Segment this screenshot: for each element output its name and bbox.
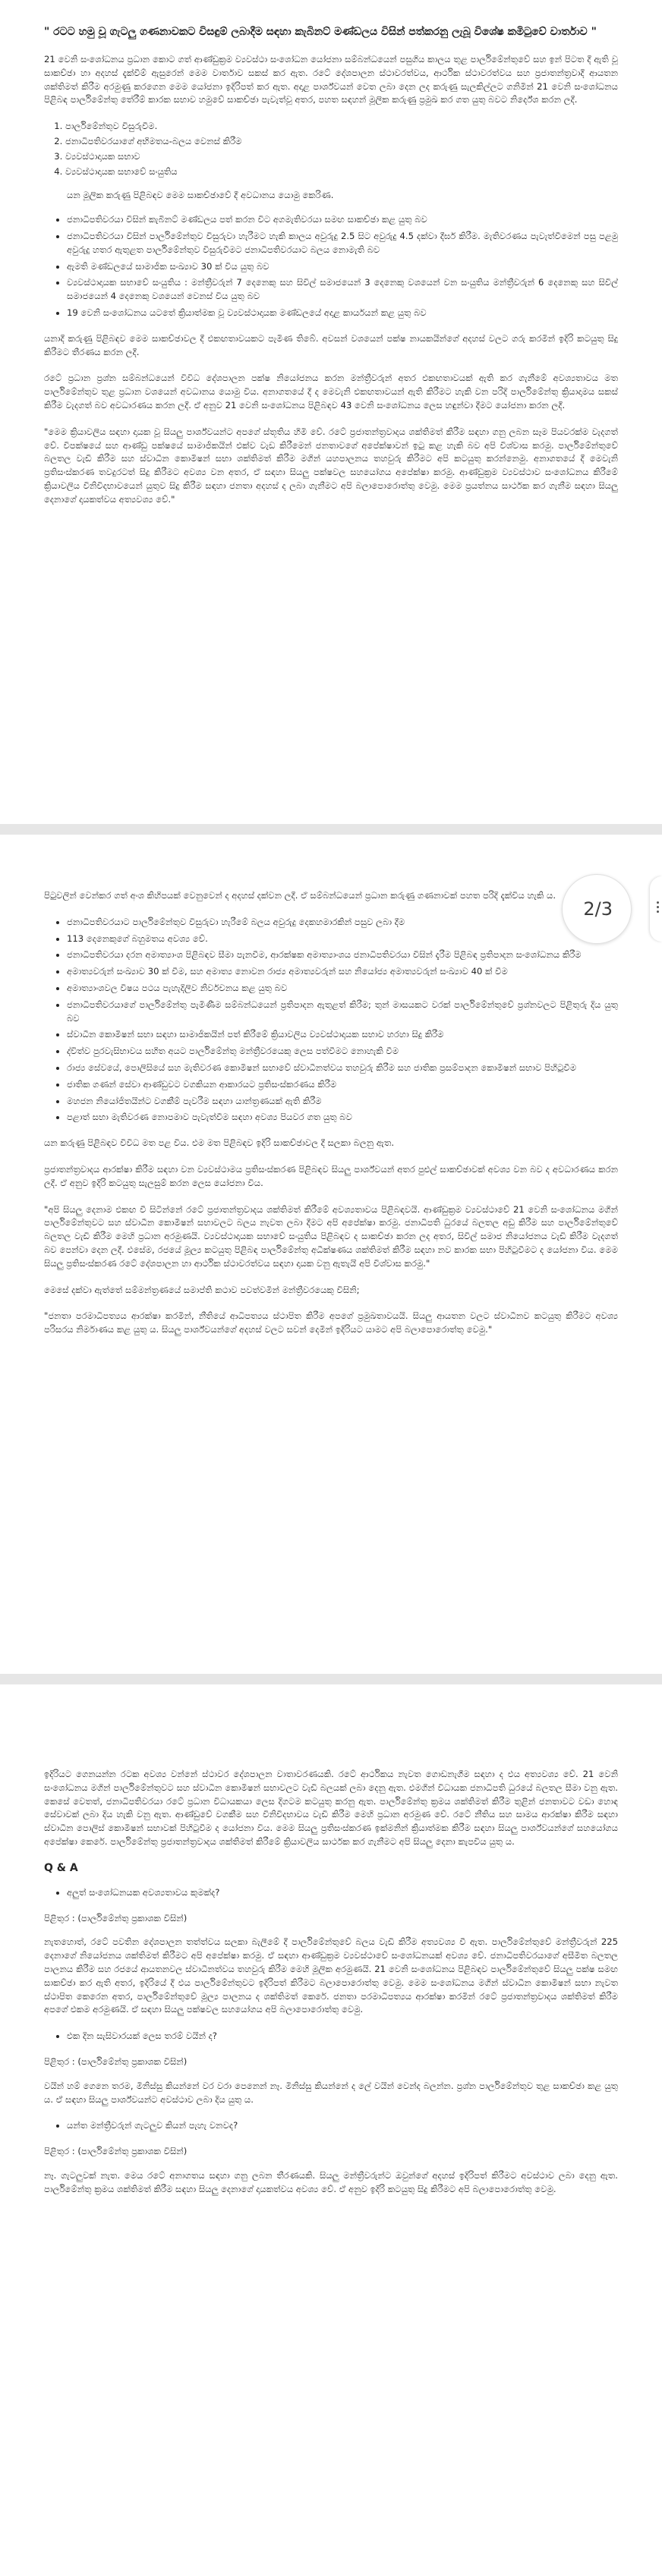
bullet-list — [44, 213, 618, 320]
list-item: • පළාත් සභා මැතිවරණ නොපමාව පැවැත්වීම සඳහා අවශ්‍ය පියවර ගත යුතු බව — [67, 1111, 618, 1124]
paragraph: පිටුවලින් වෙන්කර ගත් අංශ කිහිපයක් වෙනුවෙන් ද අදහස් දක්වන ලදී. ඒ සම්බන්ධයෙන් ප්‍රධාන කරුණු ගණනාවක් පහත පරිදි දැක්විය හැකි ය. — [44, 890, 556, 901]
question-list — [44, 1886, 618, 1900]
page-indicator-label: 2/3 — [583, 898, 613, 920]
answer-label: පිළිතුර : (පාර්ලිමේන්තු ප්‍රකාශක විසින්) — [44, 2146, 188, 2157]
document-page-1 — [0, 0, 662, 824]
page-indicator — [562, 874, 632, 944]
numbered-list — [44, 120, 618, 178]
question-list — [44, 2030, 618, 2043]
list-item: • ස්වාධීන කොමිෂන් සභා සඳහා සාමාජිකයින් පත් කිරීමේ ක්‍රියාවලිය ව්‍යවස්ථාදායක සභාව හරහා සිදු කිරීම — [67, 1028, 618, 1042]
list-item: • ව්‍යවස්ථාදායක සභාවේ සංයුතිය : මන්ත්‍රීවරුන් 7 දෙනෙකු සහ සිවිල් සමාජයෙන් 3 දෙනෙකු වශයෙන් වන සංයුතිය මන්ත්‍රීවරුන් 6 දෙනෙකු සහ සිවිල් සමාජයෙන් 4 දෙනෙකු වශයෙන් වෙනස් විය යුතු බව — [67, 276, 618, 304]
list-item: • ජනාධිපතිවරයා විසින් කැබිනට් මණ්ඩලය පත් කරන විට අගමැතිවරයා සමඟ සාකච්ඡා කළ යුතු බව — [67, 213, 618, 227]
list-item: • රාජ්‍ය සේවයේ, පොලිසියේ සහ මැතිවරණ කොමිෂන් සභාවේ ස්වාධීනත්වය තහවුරු කිරීම සහ ජාතික ප්‍රසම්පාදන කොමිෂන් සභාව පිහිටුවීම — [67, 1062, 618, 1075]
paragraph: මෙසේ දක්වා ඇත්තේ සම්මන්ත්‍රණයේ සමාප්ති කථාව පවත්වමින් මන්ත්‍රීවරයෙකු විසිනි; — [44, 1284, 360, 1295]
list-item: • 113 දෙනෙකුගේ බහුමතය අවශ්‍ය වේ. — [67, 933, 618, 946]
bullet-list — [44, 916, 618, 1124]
answer-paragraph: නෑ. ගැටලුවක් නැත. මෙය රටේ අනාගතය සඳහා ගනු ලබන තීරණයකි. සියලු මන්ත්‍රීවරුන්ට ඔවුන්ගේ අදහස් ඉදිරිපත් කිරීමට අවස්ථාව ලබා දෙනු ඇත. පාර්ලිමේන්තු ක්‍රමය ශක්තිමත් කිරීම සඳහා සියලු දෙනාගේ දායකත්වය අවශ්‍ය වේ. ඒ අනුව ඉදිරි කටයුතු සිදු කිරීමට අපි බලාපොරොත්තු වෙමු. — [44, 2169, 618, 2194]
qa-heading: Q & A — [44, 1861, 78, 1874]
quote-paragraph: "මෙම ක්‍රියාවලිය සඳහා දායක වූ සියලු පාර්ශ්වයන්ට අපගේ ස්තූතිය හිමි වේ. රටේ ප්‍රජාතන්ත්‍රවාදය ශක්තිමත් කිරීම සඳහා ගනු ලබන සෑම පියවරක්ම වැදගත් වේ. විපක්ෂයේ සහ ආණ්ඩු පක්ෂයේ සාමාජිකයින් එක්ව වැඩ කිරීමෙන් ජනතාවගේ අපේක්ෂාවන් ඉටු කළ හැකි බව අපි විශ්වාස කරමු. පාර්ලිමේන්තුවේ බලතල වැඩි කිරීම සහ ස්වාධීන කොමිෂන් සභා ශක්තිමත් කිරීම මගින් යහපාලනය තහවුරු කිරීමට අපි කටයුතු කරන්නෙමු. අනාගතයේ දී මෙවැනි ප්‍රතිසංස්කරණ තවදුරටත් සිදු කිරීමට අවශ්‍ය වන අතර, ඒ සඳහා සියලු පක්ෂවල සහයෝගය අපේක්ෂා කරමු. ආණ්ඩුක්‍රම ව්‍යවස්ථාව සංශෝධනය කිරීමේ ක්‍රියාවලිය විනිවිදභාවයෙන් යුතුව සිදු කිරීම සඳහා ජනතා අදහස් ද ලබා ගැනීමට අපි බලාපොරොත්තු වෙමු. මෙම ප්‍රයත්නය සාර්ථක කර ගැනීම සඳහා සියලු දෙනාගේ දායකත්වය අත්‍යවශ්‍ය වේ." — [44, 426, 618, 505]
paragraph: යන කරුණු පිළිබඳව විවිධ මත පළ විය. එම මත පිළිබඳව ඉදිරි සාකච්ඡාවල දී සලකා බලනු ඇත. — [44, 1137, 395, 1149]
list-item: • ජනාධිපතිවරයා දරන අමාත්‍යාංශ පිළිබඳව සීමා පැනවීම, ආරක්ෂක අමාත්‍යාංශය ජනාධිපතිවරයා විසින් දැරීම පිළිබඳ ප්‍රතිපාදන සංශෝධනය කිරීම — [67, 948, 618, 962]
quote-paragraph: "අපි සියලු දෙනාම එකඟ වී සිටින්නේ රටේ ප්‍රජාතන්ත්‍රවාදය ශක්තිමත් කිරීමේ අවශ්‍යතාවය පිළිබඳවයි. ආණ්ඩුක්‍රම ව්‍යවස්ථාවේ 21 වෙනි සංශෝධනය මගින් පාර්ලිමේන්තුවට සහ ස්වාධීන කොමිෂන් සභාවලට බලය නැවත ලබා දීමට අපි අපේක්ෂා කරමු. ජනාධිපති ධුරයේ බලතල අඩු කිරීම සහ පාර්ලිමේන්තුවේ බලතල වැඩි කිරීම මෙහි ප්‍රධාන අරමුණයි. ව්‍යවස්ථාදායක සභාවේ සංයුතිය පිළිබඳව ද සාකච්ඡා කරන ලද අතර, සිවිල් සමාජ නියෝජනය වැඩි කිරීම වැදගත් බව පෙන්වා දෙන ලදී. එසේම, රජයේ මූල්‍ය කටයුතු පිළිබඳ පාර්ලිමේන්තු අධීක්ෂණය ශක්තිමත් කිරීම සඳහා නව කාරක සභා පිහිටුවීමට ද යෝජනා විය. මෙම සියලු ප්‍රතිසංස්කරණ රටේ දේශපාලන හා ආර්ථික ස්ථාවරත්වය සඳහා දායක වනු ඇතැයි අපි විශ්වාස කරමු." — [44, 1203, 618, 1269]
list-item: • මහජන නියෝජිතයින්ට වගකීම් පැවරීම සඳහා යාන්ත්‍රණයක් ඇති කිරීම — [67, 1095, 618, 1109]
list-item: 2. ජනාධිපතිවරයාගේ අභිමතය-බලය වෙනස් කිරීම — [65, 135, 618, 149]
list-item: • ජනාධිපතිවරයා විසින් පාර්ලිමේන්තුව විසුරුවා හැරීමට හැකි කාලය අවුරුදු 2.5 සිට අවුරුදු 4.5 දක්වා දීර්ඝ කිරීම. මැතිවරණය පැවැත්වීමෙන් පසු පළමු අවුරුදු හතර ඇතුළත පාර්ලිමේන්තුව විසුරුවීමට ජනාධිපතිවරයාට බලය නොමැති බව — [67, 230, 618, 257]
paragraph: ප්‍රජාතන්ත්‍රවාදය ආරක්ෂා කිරීම සඳහා වන ව්‍යවස්ථාමය ප්‍රතිසංස්කරණ පිළිබඳව සියලු පාර්ශ්වයන් අතර පුළුල් සාකච්ඡාවක් අවශ්‍ය වන බව ද අවධාරණය කරන ලදී. ඒ අනුව ඉදිරි කටයුතු සැලසුම් කරන ලෙස යෝජනා විය. — [44, 1163, 618, 1188]
list-item: • ජාතික ගණන් සේවා ආණ්ඩුවට වගකියන ආකාරයට ප්‍රතිසංස්කරණය කිරීම — [67, 1078, 618, 1092]
paragraph: ඉදිරියට ගෙනයන්න රටක අවශ්‍ය වන්නේ ස්ථාවර දේශපාලන වාතාවරණයකි. රටේ ආර්ථිකය නැවත ගොඩනැගීම සඳහා ද එය අත්‍යවශ්‍ය වේ. 21 වෙනි සංශෝධනය මගින් පාර්ලිමේන්තුවට සහ ස්වාධීන කොමිෂන් සභාවලට වැඩි බලයක් ලබා දෙනු ඇත. එමගින් විධායක ජනාධිපති ධුරයේ බලතල සීමා වනු ඇත. කෙසේ වෙතත්, ජනාධිපතිවරයා රටේ ප්‍රධාන විධායකයා ලෙස දිගටම කටයුතු කරනු ඇත. පාර්ලිමේන්තු ක්‍රමය ශක්තිමත් කිරීම තුළින් ජනතාවට වඩා හොඳ සේවාවක් ලබා දිය හැකි වනු ඇත. ආණ්ඩුවේ වගකීම සහ විනිවිදභාවය වැඩි කිරීම මෙහි ප්‍රධාන අරමුණ වේ. රටේ නීතිය සහ සාමය ආරක්ෂා කිරීම සඳහා ස්වාධීන පොලිස් කොමිෂන් සභාවක් පිහිටුවීම ද යෝජනා විය. මෙම සියලු ප්‍රතිසංස්කරණ ඉක්මනින් ක්‍රියාත්මක කිරීම සඳහා සියලු පාර්ශ්වයන්ගේ සහයෝගය අපේක්ෂා කෙරේ. පාර්ලිමේන්තු ප්‍රජාතන්ත්‍රවාදය ශක්තිමත් කිරීමේ ක්‍රියාවලිය සාර්ථක කර ගැනීමට අපි සියලු දෙනා කැපවිය යුතු ය. — [44, 1769, 618, 1847]
question: • එක දින සැසිවාරයක් ලෙස තරම් වයින් ද? — [67, 2030, 618, 2043]
list-item: • ද්විත්ව පුරවැසිභාවය සහිත අයට පාර්ලිමේන්තු මන්ත්‍රීවරයෙකු ලෙස පත්වීමට නොහැකි වීම — [67, 1045, 618, 1058]
paragraph: යනාදී කරුණු පිළිබඳව මෙම සාකච්ඡාවල දී එකඟතාවයකට පැමිණ තිබේ. අවසන් වශයෙන් පක්ෂ නායකයින්ගේ අදහස් වලට ගරු කරමින් ඉදිරි කටයුතු සිදු කිරීමට තීරණය කරන ලදී. — [44, 332, 618, 357]
list-item: • ඇමති මණ්ඩලයේ සාමාජික සංඛ්‍යාව 30 ක් විය යුතු බව — [67, 260, 618, 274]
answer-label: පිළිතුර : (පාර්ලිමේන්තු ප්‍රකාශක විසින්) — [44, 2055, 188, 2067]
list-item: • අමාත්‍යවරුන් සංඛ්‍යාව 30 ක් වීම, සහ අමාත්‍ය නොවන රාජ්‍ය අමාත්‍යවරුන් සහ නියෝජ්‍ය අමාත්‍යවරුන් සංඛ්‍යාව 40 ක් වීම — [67, 965, 618, 979]
list-item: 1. පාර්ලිමේන්තුව විසුරුවීම. — [65, 120, 618, 134]
list-item: 3. ව්‍යවස්ථාදායක සභාව — [65, 150, 618, 164]
list-item: • ජනාධිපතිවරයාට පාර්ලිමේන්තුව විසුරුවා හැරීමේ බලය අවුරුදු දෙකහමාරකින් පසුව ලබා දීම — [67, 916, 618, 929]
more-options-icon[interactable] — [657, 901, 659, 913]
answer-paragraph: වයින් හම් ගෙනෙ තරම, මිනිස්සු කියන්නේ වර වරා පෙනෙන් නෑ. මිනිස්සු කියන්නේ ද ලේ වයින් වෙන්ද බලන්න. ප්‍රශ්න පාර්ලිමේන්තුව තුළ සාකච්ඡා කළ යුතු ය. ඒ සඳහා සියලු පාර්ශ්වයන්ට අවස්ථාව ලබා දිය යුතු ය. — [44, 2080, 618, 2105]
list-item: • අමාත්‍යාංශවල විෂය පථය පැහැදිලිව නිර්වචනය කළ යුතු බව — [67, 982, 618, 995]
side-panel-handle[interactable] — [650, 876, 662, 942]
list-item: 4. ව්‍යවස්ථාදායක සභාවේ සංයුතිය — [65, 165, 618, 179]
paragraph: රටේ ප්‍රධාන ප්‍රශ්න සම්බන්ධයෙන් විවිධ දේශපාලන පක්ෂ නියෝජනය කරන මන්ත්‍රීවරුන් අතර එකඟතාවයක් ඇති කර ගැනීමේ අවශ්‍යතාවය මත පාර්ලිමේන්තුව තුළ ප්‍රධාන වශයෙන් අවධානය යොමු විය. අනාගතයේ දී ද මෙවැනි එකඟතාවයන් ඇති කිරීමට හැකි වන පරිදි පාර්ලිමේන්තු ක්‍රියාදාමය සකස් කිරීම වැදගත් බව අවධාරණය කරන ලදී. ඒ අනුව 21 වෙනි සංශෝධනය පිළිබඳව 43 වෙනි සංශෝධනය ලෙස හඳුන්වා දීමට යෝජනා කරන ලදී. — [44, 373, 618, 410]
question: • අලුත් සංශෝධනයක අවශ්‍යතාවය කුමක්ද? — [67, 1886, 618, 1900]
answer-label: පිළිතුර : (පාර්ලිමේන්තු ප්‍රකාශක විසින්) — [44, 1912, 188, 1923]
paragraph: යන මූලික කරුණු පිළිබඳව මෙම සාකච්ඡාවේ දී අවධානය යොමු කෙරිණ. — [67, 190, 334, 201]
answer-paragraph: නැතහොත්, රටේ පවතින දේශපාලන තත්ත්වය සලකා බැලීමේ දී පාර්ලිමේන්තුවේ බලය වැඩි කිරීම අත්‍යවශ්‍ය වී ඇත. පාර්ලිමේන්තුවේ මන්ත්‍රීවරුන් 225 දෙනාගේ නියෝජනය ශක්තිමත් කිරීමට අපි අපේක්ෂා කරමු. ඒ සඳහා ආණ්ඩුක්‍රම ව්‍යවස්ථාවේ සංශෝධනයක් අවශ්‍ය වේ. ජනාධිපතිවරයාගේ අසීමිත බලතල පාලනය කිරීම සහ රජයේ ආයතනවල ස්වාධීනත්වය තහවුරු කිරීම මෙහි මූලික අරමුණයි. 21 වෙනි සංශෝධනය පිළිබඳව පාර්ලිමේන්තුවේ සියලු පක්ෂ සමඟ සාකච්ඡා කර ඇති අතර, ඉදිරියේ දී එය පාර්ලිමේන්තුවට ඉදිරිපත් කිරීමට බලාපොරොත්තු වෙමු. මෙම සංශෝධනය මගින් ස්වාධීන කොමිෂන් සභා නැවත ස්ථාපිත කෙරෙන අතර, පාර්ලිමේන්තුවේ මූල්‍ය පාලනය ද ශක්තිමත් කෙරේ. ජනතා පරමාධිපත්‍යය ආරක්ෂා කරමින් රටේ ප්‍රජාතන්ත්‍රවාදය ශක්තිමත් කිරීම අපගේ එකම අරමුණයි. ඒ සඳහා සියලු පක්ෂවල සහයෝගය අපි බලාපොරොත්තු වෙමු. — [44, 1936, 618, 2015]
list-item: • 19 වෙනි සංශෝධනය යටතේ ක්‍රියාත්මක වූ ව්‍යවස්ථාදායක මණ්ඩලයේ අදාළ කාර්යයන් කළ යුතු බව — [67, 307, 618, 320]
list-item: • ජනාධිපතිවරයාගේ පාර්ලිමේන්තු පැමිණීම සම්බන්ධයෙන් ප්‍රතිපාදන ඇතුළත් කිරීම; තුන් මාසයකට වරක් පාර්ලිමේන්තුවේ ප්‍රශ්නවලට පිළිතුරු දිය යුතු බව — [67, 999, 618, 1026]
quote-paragraph: "ජනතා පරමාධිපත්‍යය ආරක්ෂා කරමින්, නීතියේ ආධිපත්‍යය ස්ථාපිත කිරීම අපගේ ප්‍රමුඛතාවයයි. සියලු ආයතන වලට ස්වාධීනව කටයුතු කිරීමට අවශ්‍ය පරිසරය නිර්මාණය කළ යුතු ය. සියලු පාර්ශ්වයන්ගේ අදහස් වලට සවන් දෙමින් ඉදිරියට යාමට අපි බලාපොරොත්තු වෙමු." — [44, 1310, 618, 1335]
document-page-2 — [0, 835, 662, 1674]
document-page-3 — [0, 1684, 662, 2576]
paragraph: 21 වෙනි සංශෝධනය ප්‍රධාන කොට ගත් ආණ්ඩුක්‍රම ව්‍යවස්ථා සංශෝධන යෝජනා සම්බන්ධයෙන් පසුගිය කාලය තුළ පාර්ලිමේන්තුවේ සහ ඉන් පිටත දී ඇති වූ සාකච්ඡා හා අදහස් දැක්වීම් ඇසුරෙන් මෙම වාර්තාව සකස් කර ඇත. රටේ දේශපාලන ස්ථාවරත්වය, ආර්ථික ස්ථාවරත්වය සහ ප්‍රජාතන්ත්‍රවාදී ආයතන ශක්තිමත් කිරීම අරමුණු කරගෙන මෙම යෝජනා ඉදිරිපත් කර ඇත. අදාළ පාර්ශ්වයන් වෙත ලබා දෙන ලද කරුණු සැලකිල්ලට ගනිමින් 21 වෙනි සංශෝධනය පිළිබඳ පාර්ලිමේන්තු තේරීම් කාරක සභාව හමුවේ සාකච්ඡා පැවැත්වූ අතර, පහත සඳහන් මූලික කරුණු ප්‍රමුඛ කර ගත යුතු බවට නිර්දේශ කරන ලදී. — [44, 54, 618, 105]
question: • යන්ත මන්ත්‍රීවරුන් ගැටලුව කියන් පැහැ වනවද? — [67, 2119, 618, 2133]
document-title: " රටට හමු වූ ගැටලු ගණනාවකට විසඳුම් ලබාදීම සඳහා කැබිනට් මණ්ඩලය විසින් පත්කරනු ලැබූ විශේෂ කමිටුවේ වාර්තාව " — [44, 26, 597, 38]
question-list — [44, 2119, 618, 2133]
